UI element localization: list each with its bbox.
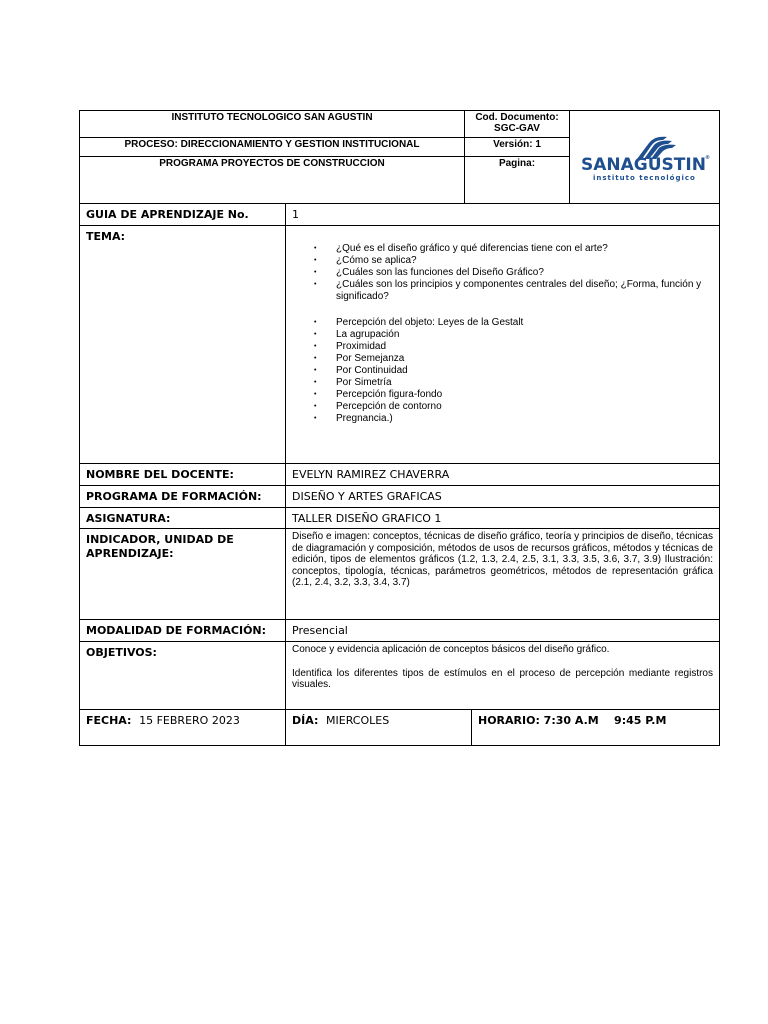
page-number: Pagina: — [465, 157, 570, 204]
tema-topics — [286, 317, 719, 425]
horario: HORARIO: 7:30 A.M 9:45 P.M — [472, 710, 720, 746]
tema-row — [80, 226, 720, 464]
programa-row — [80, 486, 720, 508]
programa-label: PROGRAMA DE FORMACIÓN: — [80, 486, 286, 508]
list-item: • Por Continuidad — [336, 365, 719, 377]
list-item: • Percepción del objeto: Leyes de la Gestalt — [336, 317, 719, 329]
list-item: • Percepción figura-fondo — [336, 389, 719, 401]
list-item: • Percepción de contorno — [336, 401, 719, 413]
modalidad-value: Presencial — [286, 620, 720, 642]
tema-questions — [286, 243, 719, 303]
tema-label: TEMA: — [80, 226, 286, 464]
indicador-row — [80, 529, 720, 620]
guide-table — [79, 203, 720, 746]
objetivo-1: Conoce y evidencia aplicación de conceptos básicos del diseño gráfico. — [292, 644, 610, 655]
list-item: • ¿Cuáles son las funciones del Diseño Gráfico? — [336, 267, 719, 279]
fecha-cell — [80, 710, 286, 746]
doc-code-value: SGC-GAV — [494, 123, 540, 134]
logo-name: SANAGUSTIN — [580, 155, 706, 175]
institute-name: INSTITUTO TECNOLOGICO SAN AGUSTIN — [80, 111, 465, 138]
asignatura-row — [80, 508, 720, 529]
docente-label: NOMBRE DEL DOCENTE: — [80, 464, 286, 486]
guide-label: GUIA DE APRENDIZAJE No. — [80, 204, 286, 226]
objetivos-row — [80, 642, 720, 710]
objetivos-content — [286, 642, 720, 710]
svg-text:®: ® — [704, 155, 710, 161]
program-name: PROGRAMA PROYECTOS DE CONSTRUCCION — [80, 157, 465, 204]
doc-code — [465, 111, 570, 138]
objetivos-label: OBJETIVOS: — [80, 642, 286, 710]
logo-subtitle: instituto tecnológico — [592, 174, 696, 182]
modalidad-label: MODALIDAD DE FORMACIÓN: — [80, 620, 286, 642]
doc-code-label: Cod. Documento: — [475, 112, 559, 123]
indicador-label: INDICADOR, UNIDAD DE APRENDIZAJE: — [80, 529, 286, 620]
list-item: • Por Semejanza — [336, 353, 719, 365]
list-item: • ¿Qué es el diseño gráfico y qué diferencias tiene con el arte? — [336, 243, 719, 255]
process-name: PROCESO: DIRECCIONAMIENTO Y GESTION INSTITUCIONAL — [80, 138, 465, 157]
fecha-value: 15 FEBRERO 2023 — [139, 714, 240, 727]
guide-row — [80, 204, 720, 226]
list-item: • ¿Cuáles son los principios y componentes centrales del diseño; ¿Forma, función y significado? — [336, 279, 719, 303]
version: Versión: 1 — [465, 138, 570, 157]
docente-row — [80, 464, 720, 486]
dia-cell — [286, 710, 472, 746]
modalidad-row — [80, 620, 720, 642]
programa-value: DISEÑO Y ARTES GRAFICAS — [286, 486, 720, 508]
list-item: • ¿Cómo se aplica? — [336, 255, 719, 267]
docente-value: EVELYN RAMIREZ CHAVERRA — [286, 464, 720, 486]
dia-label: DÍA: — [292, 714, 319, 727]
fecha-label: FECHA: — [86, 714, 132, 727]
indicador-value: Diseño e imagen: conceptos, técnicas de diseño gráfico, teoría y principios de diseño, técnicas de diagramación y composición, métodos de usos de recursos gráficos, métodos y técnicas de edición, tipos de elementos gráficos (1.2, 1.3, 2.4, 2.5, 3.1, 3.3, 3.5, 3.6, 3.7, 3.9) Ilustración: conceptos, tipología, técnicas, parámetros geométricos, métodos de representación gráfica (2.1, 2.4, 3.2, 3.3, 3.4, 3.7) — [286, 529, 720, 620]
sanagustin-logo — [579, 125, 711, 187]
list-item: • Pregnancia.) — [336, 413, 719, 425]
asignatura-value: TALLER DISEÑO GRAFICO 1 — [286, 508, 720, 529]
document-header — [79, 110, 720, 204]
list-item: • Proximidad — [336, 341, 719, 353]
footer-row — [80, 710, 720, 746]
list-item: • La agrupación — [336, 329, 719, 341]
list-item: • Por Simetría — [336, 377, 719, 389]
objetivo-2: Identifica los diferentes tipos de estímulos en el proceso de percepción mediante registros visuales. — [292, 667, 713, 690]
tema-content — [286, 226, 720, 464]
guide-value: 1 — [286, 204, 720, 226]
logo-cell — [570, 111, 720, 204]
asignatura-label: ASIGNATURA: — [80, 508, 286, 529]
dia-value: MIERCOLES — [326, 714, 390, 727]
